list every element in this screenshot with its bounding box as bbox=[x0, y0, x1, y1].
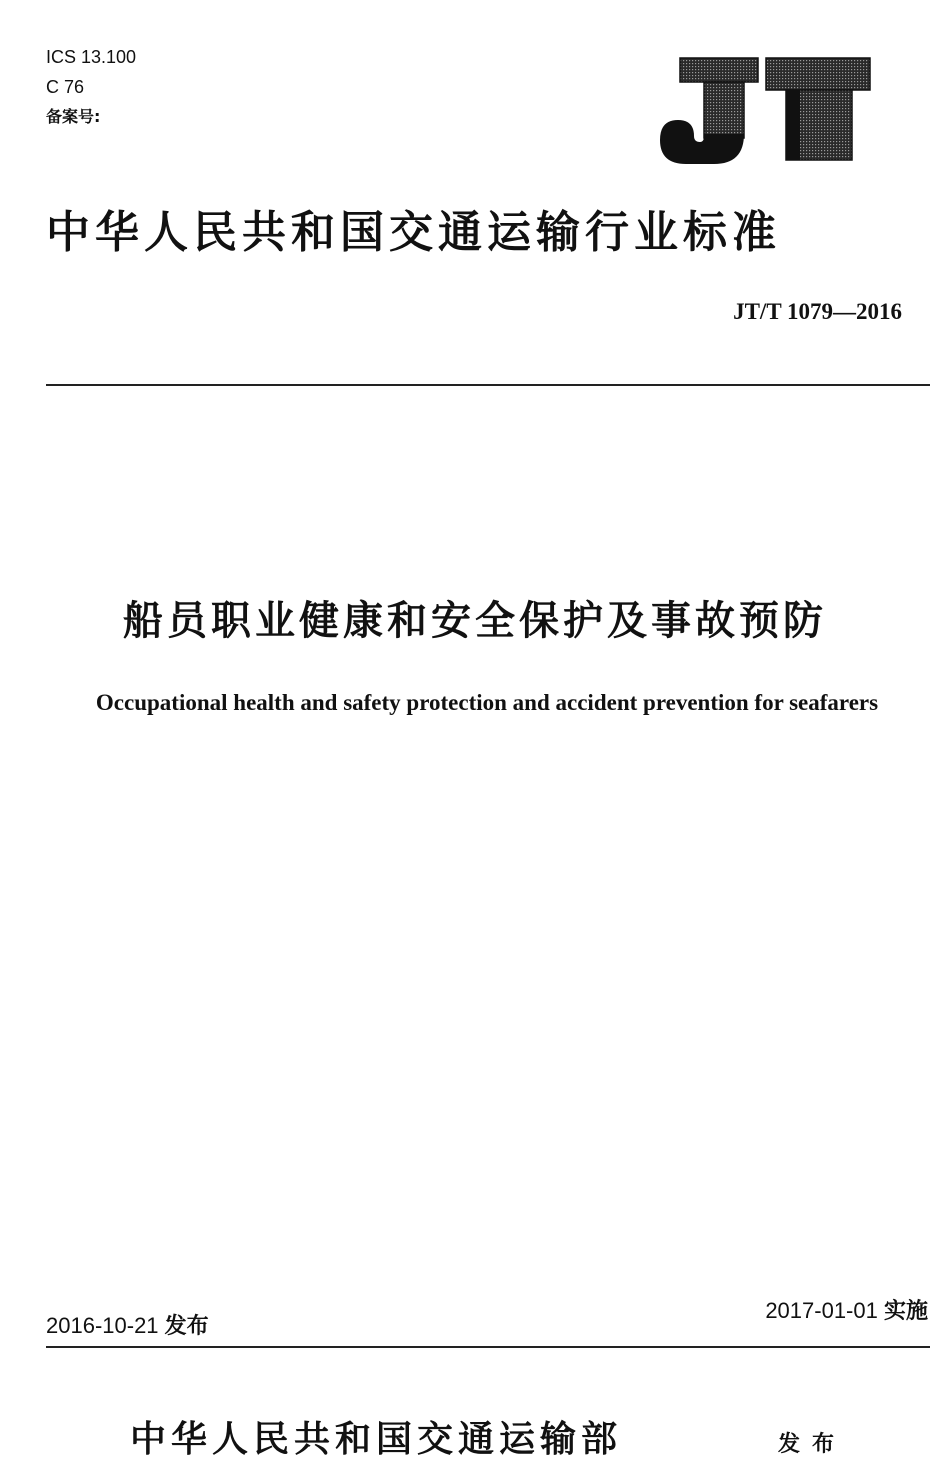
document-title-english: Occupational health and safety protection and accident prevention for seafarers bbox=[95, 690, 879, 715]
implementation-label: 实施 bbox=[883, 1299, 928, 1324]
ics-code: ICS 13.100 bbox=[46, 47, 137, 67]
publisher-name: 中华人民共和国交通运输部 bbox=[130, 1418, 623, 1460]
document-title-chinese: 船员职业健康和安全保护及事故预防 bbox=[123, 598, 827, 644]
standard-number: JT/T 1079—2016 bbox=[733, 299, 902, 324]
implementation-date: 2017-01-01 bbox=[765, 1298, 878, 1323]
ccs-code: C 76 bbox=[46, 77, 85, 97]
publish-label: 发布 bbox=[778, 1432, 847, 1457]
issue-date-line bbox=[46, 1312, 209, 1341]
record-number-label: 备案号: bbox=[46, 107, 101, 126]
standard-category-title: 中华人民共和国交通运输行业标准 bbox=[46, 207, 781, 258]
issue-label: 发布 bbox=[164, 1314, 209, 1339]
implementation-date-line bbox=[765, 1297, 928, 1326]
footer-divider bbox=[46, 1346, 930, 1348]
issue-date: 2016-10-21 bbox=[46, 1313, 159, 1338]
header-divider bbox=[46, 384, 930, 386]
jt-logo bbox=[656, 54, 876, 168]
